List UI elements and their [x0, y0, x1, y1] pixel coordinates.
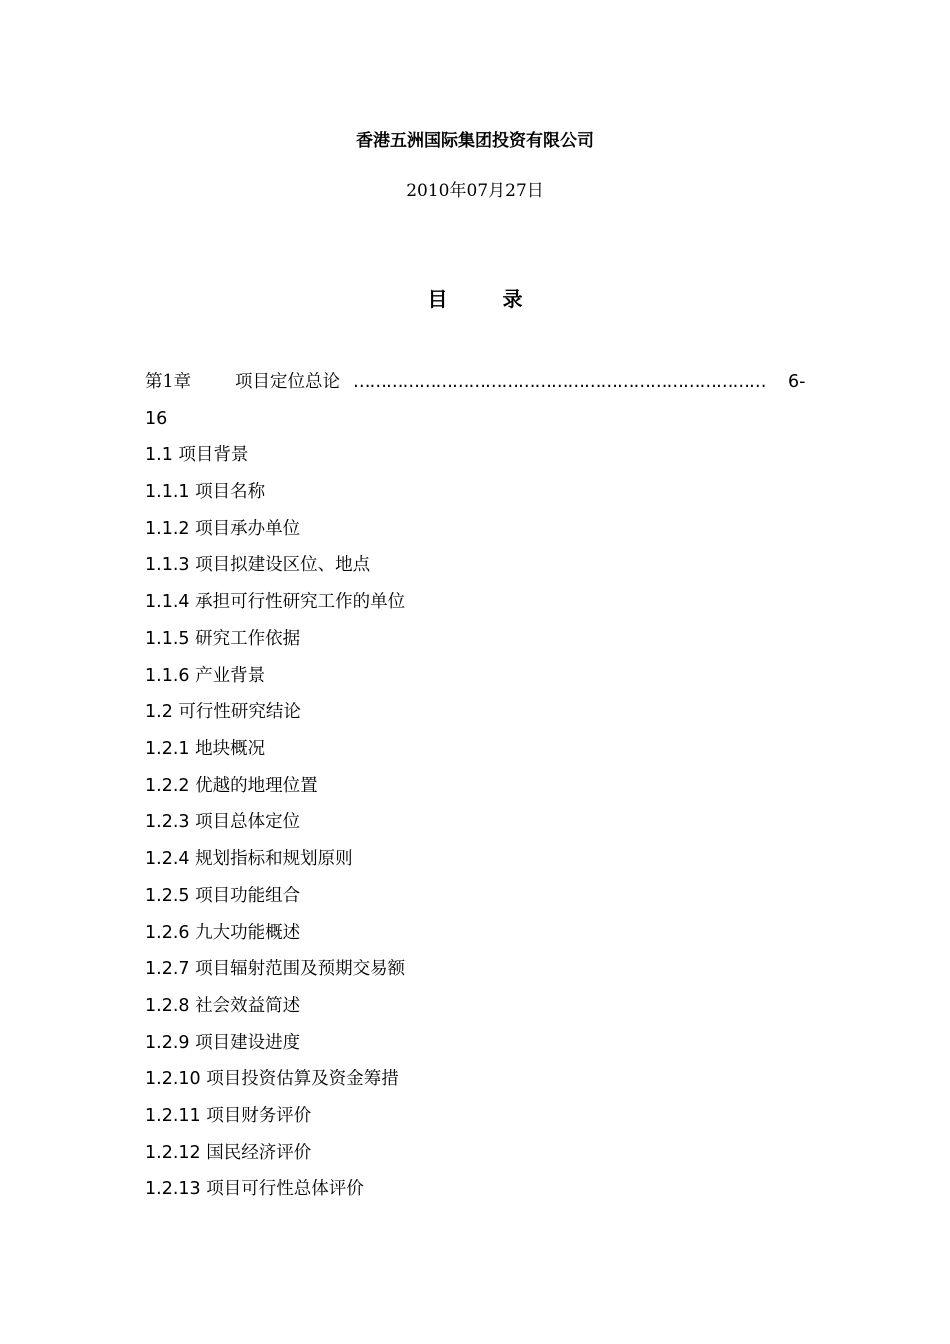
toc-item[interactable]: 1.1.6 产业背景	[145, 665, 266, 686]
toc-item[interactable]: 1.2.5 项目功能组合	[145, 885, 301, 906]
toc-item[interactable]: 1.2.12 国民经济评价	[145, 1142, 312, 1163]
toc-item[interactable]: 1.2.10 项目投资估算及资金筹措	[145, 1069, 399, 1090]
dot-leader: …………………………………………………………………	[353, 372, 766, 392]
toc-item[interactable]: 1.2.2 优越的地理位置	[145, 775, 318, 796]
toc-item[interactable]: 1.2.7 项目辐射范围及预期交易额	[145, 959, 406, 980]
toc-item[interactable]: 1.2.9 项目建设进度	[145, 1032, 301, 1053]
toc-item[interactable]: 1.2 可行性研究结论	[145, 702, 301, 723]
table-of-contents	[145, 364, 810, 1208]
document-date: 2010年07月27日	[406, 181, 544, 201]
toc-item[interactable]: 1.2.13 项目可行性总体评价	[145, 1179, 364, 1200]
toc-item[interactable]: 1.2.3 项目总体定位	[145, 812, 301, 833]
toc-item[interactable]: 1.1.2 项目承办单位	[145, 518, 301, 539]
chapter-page-range-end: 16	[145, 408, 168, 429]
toc-item[interactable]: 1.2.8 社会效益简述	[145, 995, 301, 1016]
toc-item[interactable]: 1.1.5 研究工作依据	[145, 628, 301, 649]
toc-item[interactable]: 1.2.11 项目财务评价	[145, 1106, 312, 1127]
chapter-title: 项目定位总论	[235, 372, 340, 392]
toc-items	[145, 437, 810, 1208]
company-name: 香港五洲国际集团投资有限公司	[356, 131, 594, 151]
toc-item[interactable]: 1.2.4 规划指标和规划原则	[145, 849, 353, 870]
chapter-page-range-start: 6-	[788, 372, 806, 392]
toc-chapter-entry[interactable]	[145, 364, 810, 401]
toc-item[interactable]: 1.1.4 承担可行性研究工作的单位	[145, 592, 406, 613]
toc-item[interactable]: 1.2.6 九大功能概述	[145, 922, 301, 943]
toc-item[interactable]: 1.1.1 项目名称	[145, 482, 266, 503]
toc-item[interactable]: 1.1 项目背景	[145, 445, 249, 466]
toc-title: 目 录	[427, 287, 547, 311]
chapter-label: 第1章	[145, 372, 192, 392]
toc-item[interactable]: 1.2.1 地块概况	[145, 739, 266, 759]
toc-item[interactable]: 1.1.3 项目拟建设区位、地点	[145, 555, 371, 576]
